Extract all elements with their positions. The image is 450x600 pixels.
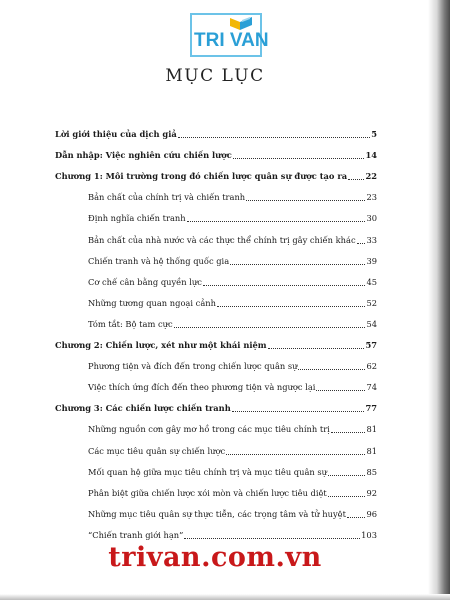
toc-section-entry [88, 421, 377, 435]
toc-page-number: 62 [366, 361, 377, 372]
toc-chapter-entry [55, 147, 377, 161]
toc-entry-title: “Chiến tranh giới hạn” [88, 529, 184, 540]
toc-section-entry [88, 316, 377, 330]
toc-page-number: 39 [366, 255, 377, 266]
toc-page-number: 30 [366, 213, 377, 224]
toc-page-number: 81 [366, 424, 377, 435]
toc-section-entry [88, 485, 377, 499]
toc-page-number: 54 [366, 318, 377, 329]
toc-chapter-entry [55, 126, 377, 140]
toc-section-entry [88, 274, 377, 288]
toc-entry-title: Phương tiện và đích đến trong chiến lược quân sự [88, 361, 298, 372]
toc-leader-dots [316, 380, 365, 391]
toc-leader-dots [187, 211, 366, 222]
toc-leader-dots [331, 422, 366, 433]
toc-chapter-entry [55, 168, 377, 182]
toc-page-number: 33 [366, 234, 377, 245]
toc-leader-dots [226, 444, 365, 455]
toc-section-entry [88, 358, 377, 372]
toc-leader-dots [298, 359, 365, 370]
toc-section-entry [88, 189, 377, 203]
toc-entry-title: Chiến tranh và hệ thống quốc gia [88, 255, 230, 266]
toc-page-number: 14 [365, 150, 377, 161]
toc-section-entry [88, 527, 377, 541]
toc-section-entry [88, 295, 377, 309]
toc-chapter-entry [55, 400, 377, 414]
watermark: trivan.com.vn [108, 542, 322, 573]
toc-leader-dots [246, 190, 365, 201]
toc-leader-dots [174, 317, 366, 328]
toc-page-number: 81 [366, 445, 377, 456]
toc-page-number: 85 [366, 466, 377, 477]
toc-entry-title: Định nghĩa chiến tranh [88, 213, 186, 224]
toc-page-number: 22 [365, 171, 377, 182]
toc-leader-dots [348, 169, 364, 180]
toc-leader-dots [178, 127, 370, 138]
toc-entry-title: Mối quan hệ giữa mục tiêu chính trị và mục tiêu quân sự [88, 466, 327, 477]
toc-leader-dots [268, 338, 365, 349]
toc-section-entry [88, 464, 377, 478]
toc-page-number: 45 [366, 276, 377, 287]
toc-page-number: 52 [366, 297, 377, 308]
toc-page-number: 5 [371, 129, 377, 139]
toc-entry-title: Những nguồn cơn gây mơ hồ trong các mục tiêu chính trị [88, 424, 330, 435]
page-bottom-shadow [0, 594, 450, 600]
page-edge-shadow [428, 0, 450, 600]
toc-section-entry [88, 210, 377, 224]
toc-entry-title: Tóm tắt: Bộ tam cực [88, 318, 173, 329]
toc-leader-dots [328, 486, 366, 497]
tri-van-logo [190, 13, 269, 57]
toc-leader-dots [233, 148, 365, 159]
toc-entry-title: Chương 3: Các chiến lược chiến tranh [55, 403, 231, 414]
toc-entry-title: Bản chất của nhà nước và các thực thể chính trị gây chiến khác [88, 234, 356, 245]
toc-entry-title: Lời giới thiệu của dịch giả [55, 129, 177, 139]
toc-leader-dots [357, 233, 366, 244]
toc-page-number: 74 [366, 382, 377, 393]
toc-entry-title: Các mục tiêu quân sự chiến lược [88, 445, 226, 456]
toc-leader-dots [328, 465, 365, 476]
toc-leader-dots [232, 401, 365, 412]
toc-leader-dots [347, 507, 366, 518]
toc-leader-dots [217, 296, 365, 307]
toc-leader-dots [184, 528, 360, 539]
logo-text: TRI VAN [194, 30, 269, 51]
toc-entry-title: Cơ chế cân bằng quyền lực [88, 276, 202, 287]
toc-entry-title: Những mục tiêu quân sự thực tiễn, các trọng tâm và tử huyệt [88, 508, 346, 519]
toc-page-number: 92 [366, 487, 377, 498]
toc-entry-title: Những tương quan ngoại cảnh [88, 297, 216, 308]
toc-entry-title: Bản chất của chính trị và chiến tranh [88, 192, 246, 203]
toc-page-number: 96 [366, 508, 377, 519]
toc-page-number: 57 [365, 340, 377, 350]
toc-leader-dots [230, 254, 365, 265]
toc-page-number: 77 [365, 403, 377, 414]
page-title: MỤC LỤC [165, 66, 265, 86]
toc-entry-title: Việc thích ứng đích đến theo phương tiện và ngược lại [88, 382, 316, 393]
toc-section-entry [88, 506, 377, 520]
toc-page-number: 103 [361, 529, 377, 540]
toc-entry-title: Phân biệt giữa chiến lược xói mòn và chiến lược tiêu diệt [88, 487, 327, 498]
toc-section-entry [88, 232, 377, 246]
toc-chapter-entry [55, 337, 377, 351]
toc-section-entry [88, 253, 377, 267]
toc-entry-title: Chương 1: Môi trường trong đó chiến lược quân sự được tạo ra [55, 171, 348, 182]
toc-section-entry [88, 379, 377, 393]
toc-section-entry [88, 443, 377, 457]
toc-entry-title: Dẫn nhập: Việc nghiên cứu chiến lược [55, 150, 232, 161]
toc-entry-title: Chương 2: Chiến lược, xét như một khái niệm [55, 340, 267, 350]
toc-leader-dots [203, 275, 366, 286]
toc-page-number: 23 [366, 192, 377, 203]
